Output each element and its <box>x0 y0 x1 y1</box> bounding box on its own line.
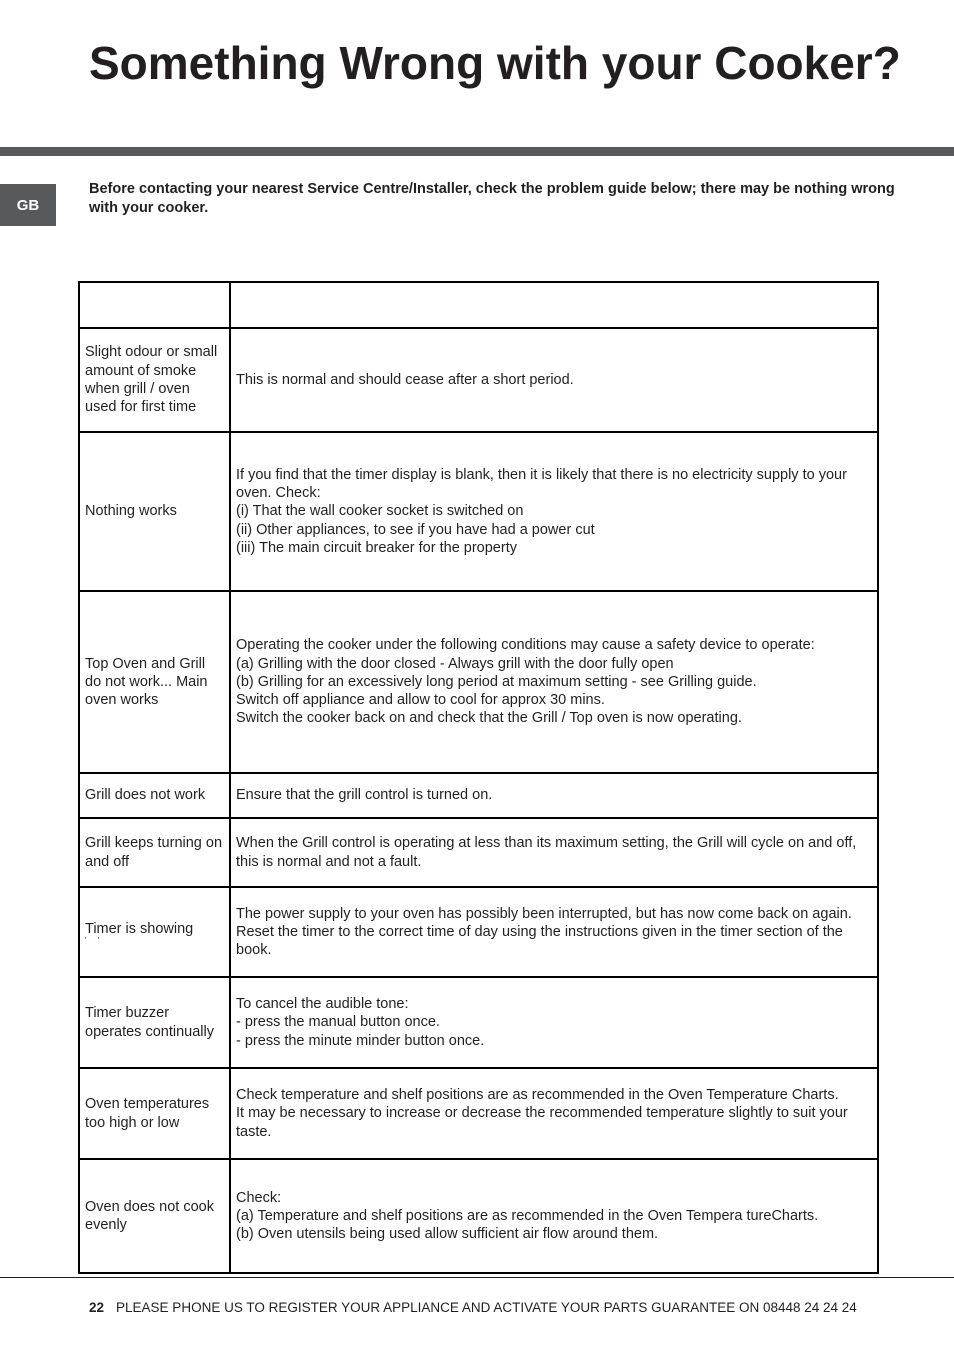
troubleshooting-table <box>78 281 879 1274</box>
solution-cell <box>230 773 878 818</box>
header-cell-solution <box>230 282 878 328</box>
problem-cell <box>79 773 230 818</box>
solution-line: - press the minute minder button once. <box>236 1032 485 1049</box>
table-header-row <box>79 282 878 328</box>
problem-text: Oven does not cook evenly <box>85 1198 214 1233</box>
page-number: 22 <box>89 1300 105 1315</box>
problem-text: Nothing works <box>85 503 177 520</box>
solution-line: Check: <box>236 1189 282 1206</box>
solution-cell <box>230 977 878 1068</box>
solution-line: Check temperature and shelf positions are as recommended in the Oven Temperature Charts. <box>236 1087 839 1104</box>
problem-text: Grill keeps turning on and off <box>85 835 223 870</box>
footer-text: PLEASE PHONE US TO REGISTER YOUR APPLIANCE AND ACTIVATE YOUR PARTS GUARANTEE ON 08448 24 24 24 <box>116 1300 857 1315</box>
footer <box>89 1300 857 1315</box>
problem-cell <box>79 591 230 773</box>
problem-text: Grill does not work <box>85 787 206 804</box>
problem-text: Timer buzzer operates continually <box>85 1005 214 1040</box>
solution-line: Operating the cooker under the following conditions may cause a safety device to operate: <box>236 637 815 654</box>
solution-line: This is normal and should cease after a short period. <box>236 371 574 388</box>
problem-cell <box>79 977 230 1068</box>
intro-text: Before contacting your nearest Service Centre/Installer, check the problem guide below; there may be nothing wrong with your cooker. <box>89 181 895 216</box>
solution-line: (i) That the wall cooker socket is switched on <box>236 503 524 520</box>
solution-line: (a) Temperature and shelf positions are as recommended in the Oven Tempera tureCharts. <box>236 1207 819 1224</box>
solution-line: To cancel the audible tone: <box>236 996 409 1013</box>
solution-cell <box>230 1068 878 1159</box>
problem-cell <box>79 818 230 887</box>
table-row <box>79 1068 878 1159</box>
problem-text: Timer is showing <box>85 920 194 937</box>
problem-cell <box>79 432 230 591</box>
table-row <box>79 1159 878 1273</box>
solution-line: (b) Grilling for an excessively long period at maximum setting - see Grilling guide. <box>236 673 757 690</box>
header-cell-problem <box>79 282 230 328</box>
solution-line: If you find that the timer display is blank, then it is likely that there is no electricity supply to your oven. Check: <box>236 466 847 502</box>
language-tab: GB <box>0 184 56 226</box>
table-row <box>79 977 878 1068</box>
solution-line: When the Grill control is operating at less than its maximum setting, the Grill will cycle on and off, this is normal and not a fault. <box>236 835 857 870</box>
solution-line: It may be necessary to increase or decrease the recommended temperature slightly to suit your taste. <box>236 1105 848 1140</box>
problem-cell <box>79 328 230 432</box>
problem-text: Slight odour or small amount of smoke when grill / oven used for first time <box>85 344 218 416</box>
title-divider <box>0 147 954 156</box>
solution-line: Ensure that the grill control is turned on. <box>236 787 493 804</box>
solution-line: The power supply to your oven has possibly been interrupted, but has now come back on again. Reset the timer to the correct time of day using the instructions given in the timer section of the book. <box>236 905 852 959</box>
problem-text: Top Oven and Grill do not work... Main oven works <box>85 655 208 709</box>
page-title: Something Wrong with your Cooker? <box>89 37 901 89</box>
problem-cell <box>79 887 230 977</box>
table-row <box>79 432 878 591</box>
solution-line: - press the manual button once. <box>236 1014 440 1031</box>
timer-display-glyphs: ' ' <box>85 936 100 946</box>
solution-cell <box>230 328 878 432</box>
solution-line: Switch off appliance and allow to cool for approx 30 mins. <box>236 692 605 709</box>
problem-text: Oven temperatures too high or low <box>85 1096 210 1131</box>
solution-line: (ii) Other appliances, to see if you have had a power cut <box>236 521 595 538</box>
table-row <box>79 818 878 887</box>
problem-cell <box>79 1159 230 1273</box>
solution-line: (b) Oven utensils being used allow sufficient air flow around them. <box>236 1226 659 1243</box>
footer-divider <box>0 1277 954 1278</box>
solution-cell <box>230 887 878 977</box>
table-row <box>79 328 878 432</box>
table-row <box>79 887 878 977</box>
solution-cell <box>230 432 878 591</box>
solution-cell <box>230 1159 878 1273</box>
solution-line: Switch the cooker back on and check that the Grill / Top oven is now operating. <box>236 710 742 727</box>
table-row <box>79 591 878 773</box>
problem-cell <box>79 1068 230 1159</box>
solution-line: (iii) The main circuit breaker for the property <box>236 539 517 556</box>
solution-line: (a) Grilling with the door closed - Always grill with the door fully open <box>236 655 674 672</box>
solution-cell <box>230 818 878 887</box>
table-row <box>79 773 878 818</box>
solution-cell <box>230 591 878 773</box>
